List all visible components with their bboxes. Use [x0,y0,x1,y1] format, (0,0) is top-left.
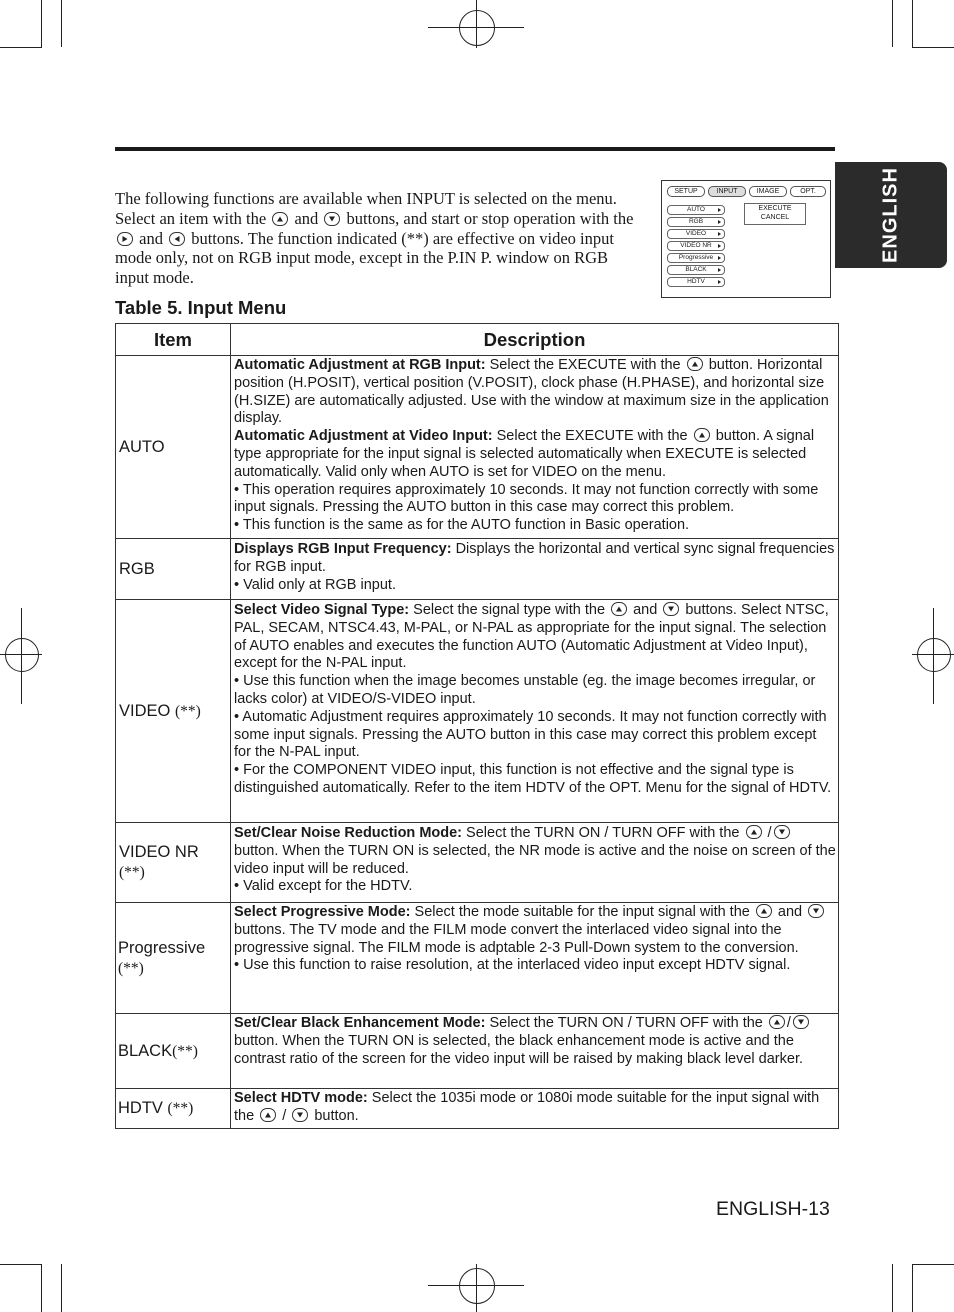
desc-text: Select the 1035i mode or 1080i mode suitable for the input signal with the [234,1090,820,1124]
up-button-icon [746,825,762,839]
intro-text-2: and [294,208,319,228]
desc-text: Select the EXECUTE with the [496,428,688,445]
submenu-box [744,203,806,225]
menu-screen-illustration [661,180,831,298]
desc-note: • Valid only at RGB input. [234,576,396,593]
up-button-icon [769,1015,785,1029]
right-button-icon [117,232,133,246]
table-row [116,600,839,823]
header-rule [115,147,835,151]
down-button-icon [808,904,824,918]
up-button-icon [260,1108,276,1122]
menu-tabs [665,186,827,196]
desc-text: button. [314,1107,359,1124]
input-menu-table [115,323,839,1129]
menu-tab-opt: OPT. [790,186,826,197]
desc-heading: Set/Clear Black Enhancement Mode: [234,1015,486,1031]
language-side-tab [835,162,947,268]
desc-note: • Valid except for the HDTV. [234,878,413,895]
desc-text: button. A signal type appropriate for the input signal is selected automatically when EXECUTE is selected automatically. Valid only when AUTO is set for VIDEO on the menu. [234,428,815,480]
menu-item: VIDEO [667,229,725,239]
menu-items [667,205,725,289]
video-only-marker: (**) [174,702,201,720]
desc-note: • This operation requires approximately 10 seconds. It may not function correctly with some input signals. Pressing the AUTO button in this case may correct this problem. [234,481,819,516]
side-tab-label: ENGLISH [879,167,902,263]
video-only-marker: (**) [167,1100,194,1117]
table-row [116,539,839,600]
table-row [116,356,839,539]
desc-heading: Automatic Adjustment at RGB Input: [234,357,486,373]
desc-para [234,357,836,428]
description-cell [231,823,839,903]
desc-heading: Select HDTV mode: [234,1090,368,1106]
desc-text: and [777,904,803,920]
desc-para [234,541,836,577]
submenu-execute: EXECUTE [758,205,792,212]
up-button-icon [694,428,710,442]
desc-note: • Use this function to raise resolution, at the interlaced video input except HDTV signal. [234,957,791,974]
desc-text: / [282,1107,287,1124]
desc-note: • Use this function when the image becomes unstable (eg. the image becomes irregular, or lacks color) at VIDEO/S-VIDEO input. [234,673,816,707]
table-header-row [116,324,839,356]
desc-para [234,602,836,673]
desc-text: Select the signal type with the [413,602,606,618]
intro-text-4: and [139,228,163,248]
menu-item: Progressive [667,253,725,263]
down-button-icon [324,212,340,226]
intro-text-5: buttons. The function indicated (**) are effective on video input mode only, not on RGB input mode, except in the P.IN P. window on RGB input mode. [115,228,614,288]
item-cell [116,356,231,539]
desc-para [234,1090,836,1126]
desc-text: Select the mode suitable for the input signal with the [414,904,750,920]
menu-tab-input: INPUT [708,186,746,197]
table-row [116,1014,839,1089]
submenu-cancel: CANCEL [760,214,790,221]
item-name: Progressive [118,938,206,957]
desc-para [234,904,836,957]
description-cell [231,1014,839,1089]
table-row [116,1089,839,1129]
desc-text: button. Horizontal position (H.POSIT), vertical position (V.POSIT), clock phase (H.PHASE), and horizontal size (H.SIZE) are automatically adjusted. Use with the window at maximum size in the application display. [234,357,829,427]
up-button-icon [756,904,772,918]
item-cell [116,1089,231,1129]
item-cell [116,823,231,903]
video-only-marker: (**) [118,959,144,977]
desc-note: • Automatic Adjustment requires approximately 10 seconds. It may not function correctly with some input signals. Pressing the AUTO button in this case may correct this problem except for the N-PAL input. [234,708,827,761]
intro-text-3: buttons, and start or stop operation with the [346,208,634,228]
intro-text-1: The following functions are available when INPUT is selected on the menu. Select an item with the [115,189,617,228]
desc-text: and [633,602,658,618]
up-button-icon [272,212,288,226]
item-cell [116,1014,231,1089]
item-name: HDTV [118,1099,163,1117]
description-cell [231,903,839,1014]
item-cell [116,539,231,600]
desc-text: Select the TURN ON / TURN OFF with the [466,825,740,841]
description-cell [231,1089,839,1129]
desc-text: / [767,825,772,841]
desc-para [234,1015,836,1068]
menu-item: BLACK [667,265,725,275]
desc-note: • For the COMPONENT VIDEO input, this function is not effective and the signal type is distinguished automatically. Refer to the item HDTV of the OPT. Menu for the signal of HDTV. [234,762,832,796]
up-button-icon [611,602,627,616]
down-button-icon [292,1108,308,1122]
desc-text: button. When the TURN ON is selected, the black enhancement mode is active and the contrast ratio of the screen for the video input will be raised by making black level darker. [234,1032,804,1067]
menu-item: AUTO [667,205,725,215]
menu-item: VIDEO NR [667,241,725,251]
description-cell [231,600,839,823]
video-only-marker: (**) [119,864,145,881]
page-number: ENGLISH-13 [716,1198,830,1220]
menu-item: RGB [667,217,725,227]
table-row [116,823,839,903]
desc-text: buttons. The TV mode and the FILM mode convert the interlaced video signal into the progressive signal. The FILM mode is adptable 2-3 Pull-Down system to the conversion. [234,921,799,956]
desc-text: Select the EXECUTE with the [489,357,681,373]
table-title: Table 5. Input Menu [115,297,287,318]
desc-heading: Select Video Signal Type: [234,602,410,618]
desc-heading: Displays RGB Input Frequency: [234,541,452,557]
desc-heading: Select Progressive Mode: [234,904,411,920]
down-button-icon [793,1015,809,1029]
desc-note: • This function is the same as for the AUTO function in Basic operation. [234,517,690,534]
menu-item: HDTV [667,277,725,287]
desc-heading: Set/Clear Noise Reduction Mode: [234,825,463,841]
table-row [116,903,839,1014]
item-cell [116,600,231,823]
item-name: RGB [119,560,155,578]
desc-para [234,428,836,481]
header-item: Item [116,324,231,356]
up-button-icon [687,357,703,371]
desc-text: buttons. Select NTSC, PAL, SECAM, NTSC4.43, M-PAL, or N-PAL as appropriate for the input signal. The selection of AUTO enables and executes the function AUTO (Automatic Adjustment at Video Input), except for the N-PAL input. [234,602,829,672]
desc-text: Select the TURN ON / TURN OFF with the [489,1015,763,1031]
item-cell [116,903,231,1014]
desc-text: Displays the horizontal and vertical sync signal frequencies for RGB input. [234,541,835,575]
desc-text: / [786,1015,791,1031]
desc-text: button. When the TURN ON is selected, the NR mode is active and the noise on screen of the video input will be reduced. [234,842,836,877]
down-button-icon [663,602,679,616]
down-button-icon [774,825,790,839]
menu-tab-setup: SETUP [667,186,705,197]
item-name: VIDEO [119,701,171,720]
header-description: Description [231,324,839,356]
intro-paragraph [115,189,635,288]
desc-para [234,825,836,878]
description-cell [231,539,839,600]
item-name: VIDEO NR [119,843,199,861]
desc-heading: Automatic Adjustment at Video Input: [234,428,493,445]
item-name: AUTO [119,438,165,456]
description-cell [231,356,839,539]
menu-tab-image: IMAGE [749,186,787,197]
item-name: BLACK [118,1041,173,1060]
video-only-marker: (**) [172,1042,198,1060]
left-button-icon [169,232,185,246]
